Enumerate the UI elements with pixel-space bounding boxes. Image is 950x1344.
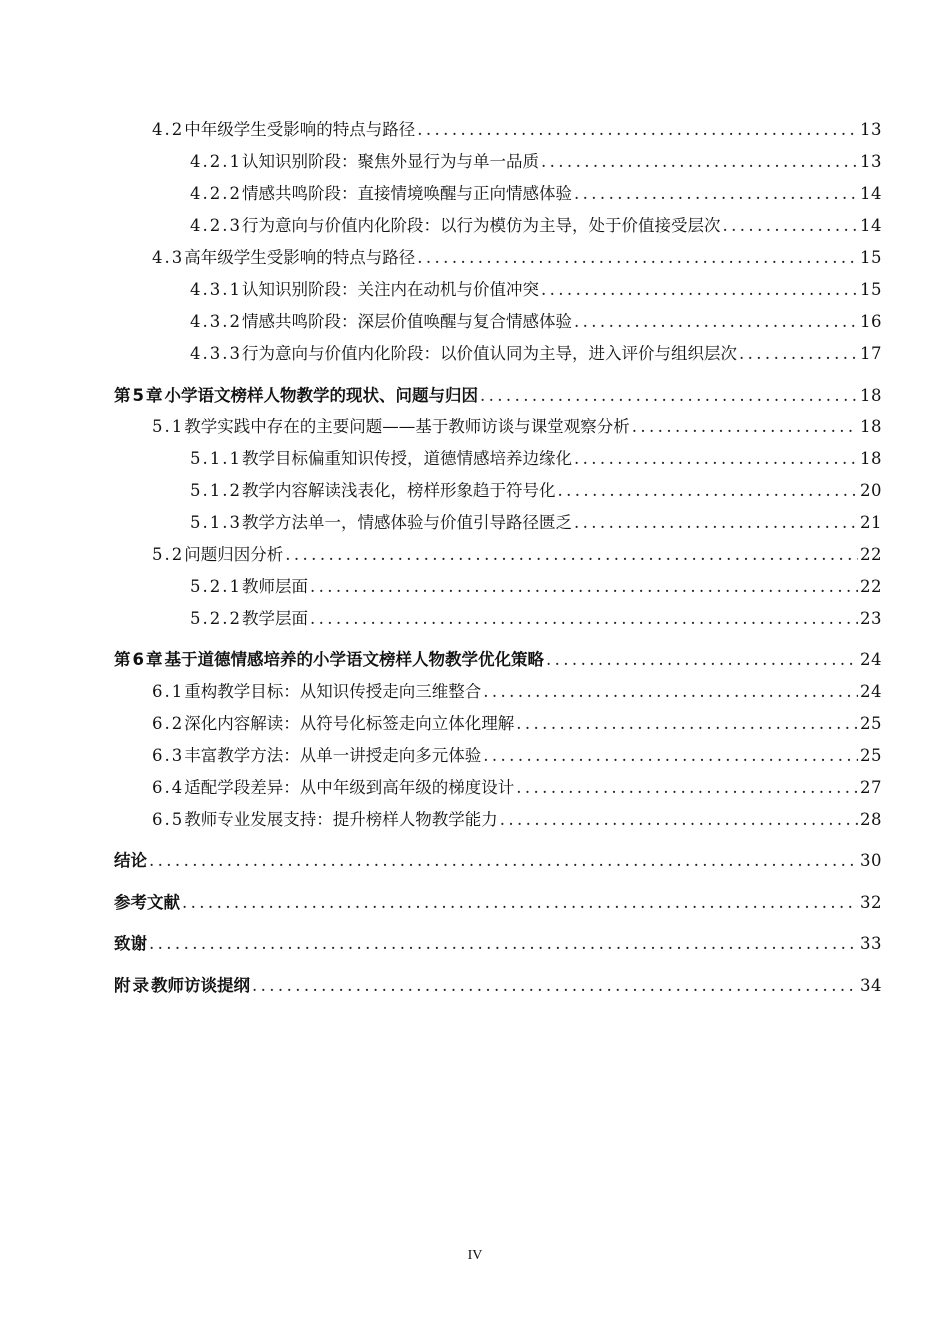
toc-entry-number: 5.2 — [152, 545, 185, 564]
toc-entry-title: 教师访谈提纲 — [151, 976, 250, 995]
dot-leader — [149, 849, 858, 873]
dot-leader — [149, 932, 858, 956]
toc-entry[interactable] — [152, 712, 882, 736]
dot-leader — [417, 246, 858, 270]
toc-entry-page: 22 — [860, 545, 882, 564]
toc-entry-title: 认知识别阶段：聚焦外显行为与单一品质 — [241, 152, 539, 171]
toc-entry-number: 4.2.2 — [190, 184, 242, 203]
dot-leader — [285, 543, 858, 567]
toc-chapter-entry[interactable] — [114, 849, 882, 873]
toc-chapter-number: 附录 — [114, 976, 151, 995]
toc-chapter-entry[interactable] — [114, 384, 882, 408]
toc-entry-page: 28 — [860, 810, 882, 829]
dot-leader — [252, 974, 858, 998]
toc-entry[interactable] — [190, 511, 882, 535]
toc-entry-number: 6.3 — [152, 746, 185, 765]
toc-entry-page: 30 — [860, 851, 882, 870]
toc-entry-number: 5.2.1 — [190, 577, 242, 596]
toc-entry[interactable] — [190, 310, 882, 334]
toc-entry-number: 5.1.3 — [190, 513, 242, 532]
toc-entry-title: 小学语文榜样人物教学的现状、问题与归因 — [164, 386, 478, 405]
toc-entry[interactable] — [190, 607, 882, 631]
toc-entry-title: 丰富教学方法：从单一讲授走向多元体验 — [184, 746, 482, 765]
toc-entry[interactable] — [190, 447, 882, 471]
toc-entry[interactable] — [152, 415, 882, 439]
toc-entry-number: 4.3 — [152, 248, 185, 267]
toc-entry-title: 教师层面 — [241, 577, 308, 596]
toc-entry-page: 27 — [860, 778, 882, 797]
dot-leader — [632, 415, 858, 439]
dot-leader — [182, 891, 858, 915]
dot-leader — [546, 648, 858, 672]
toc-entry-page: 24 — [860, 682, 882, 701]
dot-leader — [516, 776, 858, 800]
toc-entry-title: 基于道德情感培养的小学语文榜样人物教学优化策略 — [164, 650, 544, 669]
toc-entry[interactable] — [152, 543, 882, 567]
toc-entry-number: 6.4 — [152, 778, 185, 797]
toc-entry-title: 教学层面 — [241, 609, 308, 628]
toc-entry-title: 高年级学生受影响的特点与路径 — [184, 248, 416, 267]
toc-entry[interactable] — [152, 808, 882, 832]
toc-entry-title: 结论 — [114, 851, 147, 870]
toc-entry-number: 4.3.3 — [190, 344, 242, 363]
toc-entry-page: 18 — [860, 386, 882, 405]
dot-leader — [574, 447, 858, 471]
toc-chapter-number: 第6章 — [114, 650, 165, 669]
toc-entry-page: 15 — [860, 280, 882, 299]
dot-leader — [417, 118, 858, 142]
toc-chapter-number: 第5章 — [114, 386, 165, 405]
toc-entry-page: 21 — [860, 513, 882, 532]
toc-entry-title: 情感共鸣阶段：深层价值唤醒与复合情感体验 — [241, 312, 572, 331]
dot-leader — [722, 214, 858, 238]
dot-leader — [500, 808, 858, 832]
toc-entry-page: 22 — [860, 577, 882, 596]
toc-entry-page: 14 — [860, 184, 882, 203]
toc-entry[interactable] — [152, 744, 882, 768]
toc-entry-page: 23 — [860, 609, 882, 628]
dot-leader — [541, 150, 858, 174]
toc-entry-number: 4.2.1 — [190, 152, 242, 171]
toc-entry-title: 教学方法单一，情感体验与价值引导路径匮乏 — [241, 513, 572, 532]
toc-chapter-entry[interactable] — [114, 932, 882, 956]
toc-entry-title: 行为意向与价值内化阶段：以价值认同为主导，进入评价与组织层次 — [241, 344, 737, 363]
toc-chapter-entry[interactable] — [114, 891, 882, 915]
dot-leader — [574, 310, 858, 334]
toc-entry-number: 5.1.1 — [190, 449, 242, 468]
toc-entry-title: 教学目标偏重知识传授，道德情感培养边缘化 — [241, 449, 572, 468]
toc-chapter-entry[interactable] — [114, 974, 882, 998]
toc-entry-page: 25 — [860, 714, 882, 733]
dot-leader — [480, 384, 858, 408]
toc-entry-title: 认知识别阶段：关注内在动机与价值冲突 — [241, 280, 539, 299]
toc-entry-title: 情感共鸣阶段：直接情境唤醒与正向情感体验 — [241, 184, 572, 203]
toc-entry-page: 18 — [860, 449, 882, 468]
toc-entry-page: 25 — [860, 746, 882, 765]
toc-entry-number: 4.2 — [152, 120, 185, 139]
toc-entry-page: 13 — [860, 120, 882, 139]
dot-leader — [574, 511, 858, 535]
toc-entry-title: 参考文献 — [114, 893, 180, 912]
dot-leader — [310, 575, 858, 599]
toc-entry-title: 教学实践中存在的主要问题——基于教师访谈与课堂观察分析 — [184, 417, 630, 436]
toc-entry-page: 24 — [860, 650, 882, 669]
toc-entry-page: 15 — [860, 248, 882, 267]
toc-entry[interactable] — [190, 182, 882, 206]
toc-entry-title: 致谢 — [114, 934, 147, 953]
toc-entry-page: 33 — [860, 934, 882, 953]
toc-entry[interactable] — [190, 278, 882, 302]
toc-entry[interactable] — [152, 680, 882, 704]
toc-entry-number: 6.5 — [152, 810, 185, 829]
toc-entry-page: 20 — [860, 481, 882, 500]
toc-entry-number: 5.1 — [152, 417, 185, 436]
toc-entry-page: 13 — [860, 152, 882, 171]
toc-entry[interactable] — [152, 776, 882, 800]
toc-entry-title: 深化内容解读：从符号化标签走向立体化理解 — [184, 714, 515, 733]
toc-entry-number: 4.2.3 — [190, 216, 242, 235]
toc-chapter-entry[interactable] — [114, 648, 882, 672]
toc-entry[interactable] — [190, 214, 882, 238]
toc-entry-page: 16 — [860, 312, 882, 331]
toc-entry-title: 教师专业发展支持：提升榜样人物教学能力 — [184, 810, 498, 829]
page-number: IV — [467, 1248, 483, 1263]
toc-entry[interactable] — [190, 479, 882, 503]
dot-leader — [310, 607, 858, 631]
toc-entry-page: 14 — [860, 216, 882, 235]
toc-entry-number: 6.1 — [152, 682, 185, 701]
toc-entry-page: 34 — [860, 976, 882, 995]
toc-entry-page: 17 — [860, 344, 882, 363]
dot-leader — [574, 182, 858, 206]
toc-entry-number: 6.2 — [152, 714, 185, 733]
toc-entry-title: 中年级学生受影响的特点与路径 — [184, 120, 416, 139]
toc-entry-page: 32 — [860, 893, 882, 912]
toc-entry-title: 问题归因分析 — [184, 545, 284, 564]
dot-leader — [541, 278, 858, 302]
dot-leader — [739, 342, 858, 366]
dot-leader — [557, 479, 858, 503]
dot-leader — [483, 680, 858, 704]
toc-entry-title: 适配学段差异：从中年级到高年级的梯度设计 — [184, 778, 515, 797]
toc-entry[interactable] — [190, 575, 882, 599]
toc-entry-page: 18 — [860, 417, 882, 436]
toc-entry[interactable] — [190, 342, 882, 366]
toc-entry[interactable] — [152, 246, 882, 270]
dot-leader — [516, 712, 858, 736]
toc-entry[interactable] — [190, 150, 882, 174]
toc-entry-number: 4.3.1 — [190, 280, 242, 299]
toc-entry-title: 行为意向与价值内化阶段：以行为模仿为主导，处于价值接受层次 — [241, 216, 721, 235]
dot-leader — [483, 744, 858, 768]
toc-entry-title: 重构教学目标：从知识传授走向三维整合 — [184, 682, 482, 701]
toc-entry-title: 教学内容解读浅表化，榜样形象趋于符号化 — [241, 481, 556, 500]
toc-entry[interactable] — [152, 118, 882, 142]
toc-entry-number: 4.3.2 — [190, 312, 242, 331]
toc-entry-number: 5.2.2 — [190, 609, 242, 628]
toc-entry-number: 5.1.2 — [190, 481, 242, 500]
